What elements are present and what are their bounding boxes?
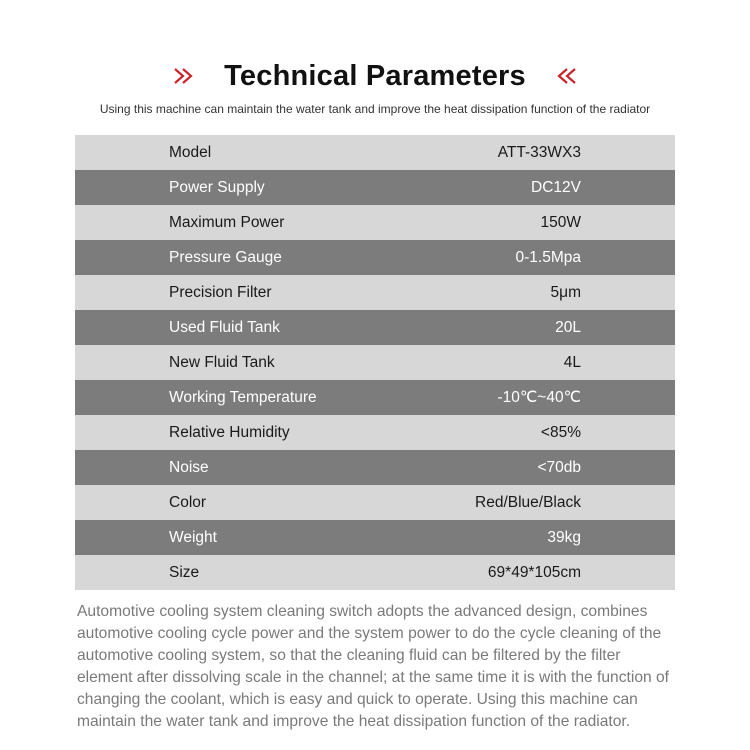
row-label: Model: [169, 144, 212, 161]
row-value: <85%: [540, 424, 581, 441]
table-row: [75, 555, 675, 590]
row-label: Used Fluid Tank: [169, 319, 280, 336]
table-row: [75, 275, 675, 310]
table-row: [75, 205, 675, 240]
row-value: Red/Blue/Black: [475, 494, 581, 511]
table-row: [75, 485, 675, 520]
row-label: Relative Humidity: [169, 424, 290, 441]
row-label: Working Temperature: [169, 389, 317, 406]
row-value: 5μm: [550, 284, 581, 301]
row-label: Precision Filter: [169, 284, 272, 301]
row-value: 0-1.5Mpa: [515, 249, 581, 266]
table-row: [75, 345, 675, 380]
row-label: Maximum Power: [169, 214, 285, 231]
table-row: [75, 170, 675, 205]
row-value: 39kg: [547, 529, 581, 546]
table-row: [75, 415, 675, 450]
table-row: [75, 135, 675, 170]
row-value: 20L: [555, 319, 581, 336]
row-label: Power Supply: [169, 179, 265, 196]
parameters-table: [75, 135, 675, 590]
page-subtitle: Using this machine can maintain the water tank and improve the heat dissipation function of the radiator: [99, 102, 651, 116]
row-label: Weight: [169, 529, 217, 546]
row-value: 150W: [540, 214, 581, 231]
row-label: Pressure Gauge: [169, 249, 282, 266]
row-value: 69*49*105cm: [487, 564, 581, 581]
page-title: Technical Parameters: [224, 60, 526, 92]
row-label: Size: [169, 564, 200, 581]
row-label: Color: [169, 494, 207, 511]
table-row: [75, 450, 675, 485]
header: [0, 56, 750, 96]
row-value: -10℃~40℃: [497, 389, 581, 406]
table-row: [75, 380, 675, 415]
table-row: [75, 240, 675, 275]
row-value: ATT-33WX3: [497, 144, 581, 161]
description-paragraph: Automotive cooling system cleaning switch adopts the advanced design, combines automotive cooling cycle power and the system power to do the cycle cleaning of the automotive cooling system, so that the cleaning fluid can be filtered by the filter element after dissolving scale in the channel; at the same time it is with the function of changing the coolant, which is easy and quick to operate. Using this machine can maintain the water tank and improve the heat dissipation function of the radiator.: [77, 603, 670, 730]
double-chevron-left-icon: [550, 67, 578, 85]
row-value: 4L: [563, 354, 581, 371]
row-value: <70db: [537, 459, 581, 476]
table-row: [75, 520, 675, 555]
table-row: [75, 310, 675, 345]
row-label: Noise: [169, 459, 209, 476]
row-label: New Fluid Tank: [169, 354, 275, 371]
row-value: DC12V: [531, 179, 581, 196]
